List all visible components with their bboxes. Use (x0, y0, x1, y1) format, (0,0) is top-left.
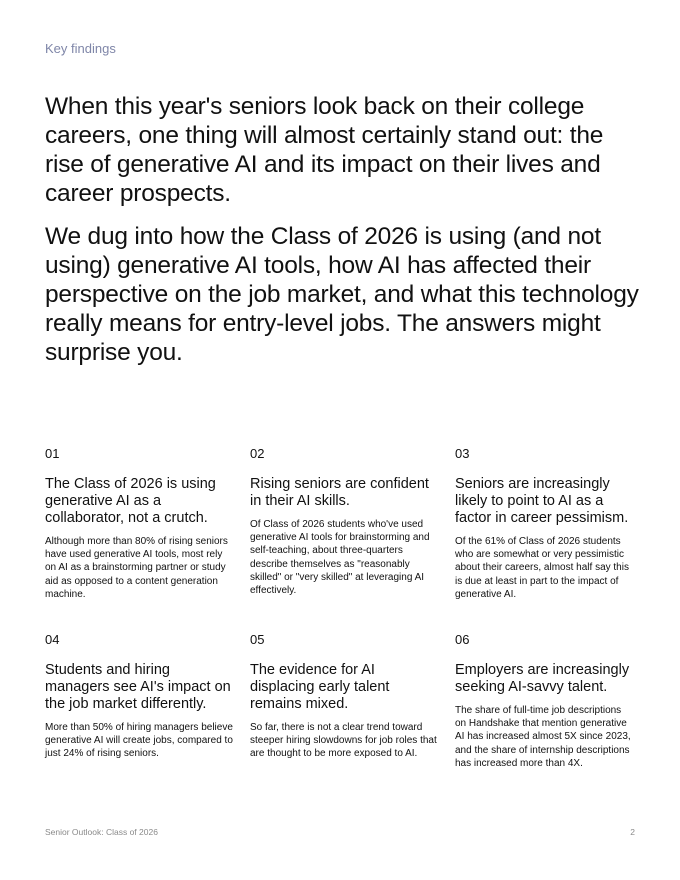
finding-card-04 (45, 632, 250, 822)
finding-card-05 (250, 632, 455, 822)
finding-title: The evidence for AI displacing early talent remains mixed. (250, 662, 390, 712)
intro-paragraph-2: We dug into how the Class of 2026 is using (and not using) generative AI tools, how AI has affected their perspective on the job market, and what this technology really means for entry-level jobs. The answers might surprise you. (45, 223, 639, 366)
finding-number: 05 (250, 632, 265, 647)
finding-title: Seniors are increasingly likely to point to AI as a factor in career pessimism. (455, 476, 629, 526)
finding-body: So far, there is not a clear trend toward steeper hiring slowdowns for job roles that are thought to be more exposed to AI. (250, 722, 437, 760)
finding-title: Rising seniors are confident in their AI skills. (250, 476, 429, 509)
footer-publication-title: Senior Outlook: Class of 2026 (45, 827, 158, 837)
finding-number: 03 (455, 446, 470, 461)
finding-number: 06 (455, 632, 470, 647)
finding-body: Although more than 80% of rising seniors have used generative AI tools, most rely on AI as a brainstorming partner or study aid as opposed to a content generation machine. (45, 536, 228, 600)
finding-title: Students and hiring managers see AI's impact on the job market differently. (45, 662, 231, 712)
finding-body: Of Class of 2026 students who've used generative AI tools for brainstorming and self-teaching, about three-quarters describe themselves as "reasonably skilled" or "very skilled" at leveraging AI effectively. (250, 519, 430, 597)
finding-card-01 (45, 446, 250, 632)
findings-grid (45, 446, 645, 822)
finding-card-02 (250, 446, 455, 632)
finding-body: The share of full-time job descriptions on Handshake that mention generative AI has increased almost 5X since 2023, and the share of internship descriptions has increased more than 4X. (455, 705, 631, 769)
page-footer (45, 827, 635, 837)
finding-card-06 (455, 632, 645, 822)
finding-number: 04 (45, 632, 60, 647)
finding-body: Of the 61% of Class of 2026 students who are somewhat or very pessimistic about their careers, almost half say this is due at least in part to the impact of generative AI. (455, 536, 629, 600)
intro-paragraph-1: When this year's seniors look back on their college careers, one thing will almost certainly stand out: the rise of generative AI and its impact on their lives and career prospects. (45, 93, 604, 207)
finding-number: 02 (250, 446, 265, 461)
finding-number: 01 (45, 446, 60, 461)
finding-body: More than 50% of hiring managers believe generative AI will create jobs, compared to just 24% of rising seniors. (45, 722, 233, 760)
section-eyebrow: Key findings (45, 41, 116, 56)
finding-title: The Class of 2026 is using generative AI as a collaborator, not a crutch. (45, 476, 216, 526)
page-number: 2 (630, 827, 635, 837)
intro (45, 92, 645, 381)
finding-title: Employers are increasingly seeking AI-savvy talent. (455, 662, 630, 695)
finding-card-03 (455, 446, 645, 632)
